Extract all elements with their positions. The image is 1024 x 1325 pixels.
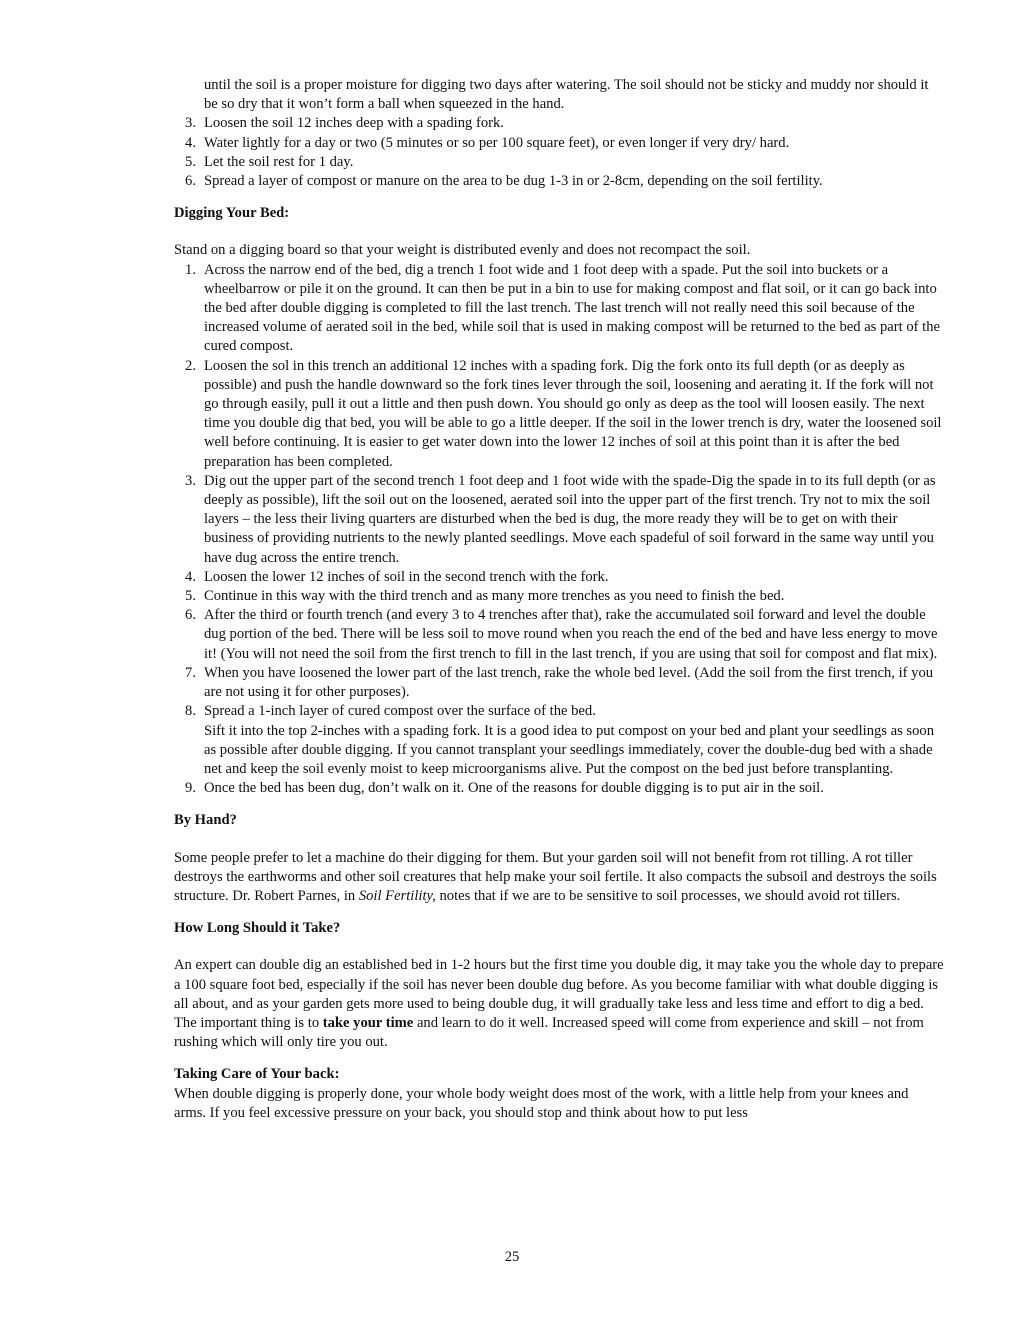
list-text: Continue in this way with the third trench and as many more trenches as you need to finish the bed. — [204, 588, 785, 605]
list-item — [174, 702, 944, 779]
list-item — [174, 114, 944, 133]
list-item — [174, 357, 944, 472]
list-number: 5. — [185, 588, 196, 605]
list-item — [174, 779, 944, 798]
list-item — [174, 606, 944, 664]
how-long-paragraph — [174, 956, 944, 1052]
by-hand-paragraph — [174, 849, 944, 907]
list-item — [174, 261, 944, 357]
list-text: When you have loosened the lower part of the last trench, rake the whole bed level. (Add the soil from the first trench, if you are not using it for other purposes). — [204, 664, 934, 701]
intro-continuation: until the soil is a proper moisture for digging two days after watering. The soil should not be sticky and muddy nor should it be so dry that it won’t form a ball when squeezed in the hand. — [204, 77, 929, 113]
page-number: 25 — [504, 1249, 520, 1265]
list-item — [174, 472, 944, 568]
list-text: Let the soil rest for 1 day. — [204, 153, 354, 170]
list-item — [174, 664, 944, 702]
list-text: Loosen the lower 12 inches of soil in the second trench with the fork. — [204, 568, 609, 585]
emphasis-text: take your time — [322, 1014, 414, 1031]
list-item — [174, 587, 944, 606]
list-text: Loosen the sol in this trench an additional 12 inches with a spading fork. Dig the fork onto its full depth (or as deeply as possible) and push the handle downward so the fork tines lever through the soil, loosening and aerating it. If the fork will not go through easily, pull it out a little and then push down. You should go only as deep as the tool will loosen easily. The next time you double dig that bed, you will be able to go a little deeper. If the soil in the lower trench is dry, water the loosened soil well before continuing. It is easier to get water down into the lower 12 inches of soil at this point than it is after the bed preparation has been completed. — [204, 357, 942, 470]
list-number: 6. — [185, 173, 196, 190]
list-number: 4. — [185, 568, 196, 585]
list-item — [174, 134, 944, 153]
intro-list — [174, 114, 944, 191]
paragraph-text: Some people prefer to let a machine do their digging for them. But your garden soil will not benefit from rot tilling. A rot tiller destroys the earthworms and other soil creatures that help make your soil fertile. It also compacts the subsoil and destroys the soils structure. Dr. Robert Parnes, in — [174, 849, 937, 904]
list-text: Loosen the soil 12 inches deep with a spading fork. — [204, 115, 504, 132]
book-title: Soil Fertility, — [358, 887, 436, 904]
list-number: 5. — [185, 153, 196, 170]
list-number: 3. — [185, 115, 196, 132]
digging-list — [174, 261, 944, 799]
list-item — [174, 172, 944, 191]
section-heading-back: Taking Care of Your back: — [174, 1066, 340, 1083]
list-text: Spread a 1-inch layer of cured compost over the surface of the bed. — [204, 703, 596, 720]
section-heading-digging: Digging Your Bed: — [174, 205, 290, 222]
list-text: Across the narrow end of the bed, dig a trench 1 foot wide and 1 foot deep with a spade. Put the soil into buckets or a wheelbarrow or pile it on the ground. It can then be put in a bin to use for making compost and flat soil, or it can go back into the bed after double digging is completed to fill the last trench. The last trench will not really need this soil because of the increased volume of aerated soil in the bed, while soil that is used in making compost will be returned to the bed as part of the cured compost. — [204, 261, 940, 355]
list-number: 3. — [185, 472, 196, 489]
list-number: 6. — [185, 607, 196, 624]
paragraph-text: and learn to do it well. Increased speed will come from experience and skill – not from rushing which will only tire you out. — [174, 1014, 924, 1051]
list-text: Once the bed has been dug, don’t walk on it. One of the reasons for double digging is to put air in the soil. — [204, 780, 824, 797]
list-text: Dig out the upper part of the second trench 1 foot deep and 1 foot wide with the spade-Dig the spade in to its full depth (or as deeply as possible), lift the soil out on the loosened, aerated soil into the upper part of the first trench. Try not to mix the soil layers – the less their living quarters are disturbed when the bed is dug, the more ready they will be to get on with their business of providing nutrients to the newly planted seedlings. Move each spadeful of soil forward in the same way until you have dug across the entire trench. — [204, 472, 936, 566]
list-number: 1. — [185, 261, 196, 278]
list-text-extra: Sift it into the top 2-inches with a spading fork. It is a good idea to put compost on your bed and plant your seedlings as soon as possible after double digging. If you cannot transplant your seedlings immediately, cover the double-dug bed with a shade net and keep the soil evenly moist to keep microorganisms alive. Put the compost on the bed just before transplanting. — [204, 722, 934, 777]
list-text: Spread a layer of compost or manure on the area to be dug 1-3 in or 2-8cm, depending on the soil fertility. — [204, 173, 823, 190]
list-number: 4. — [185, 134, 196, 151]
list-number: 9. — [185, 780, 196, 797]
list-text: After the third or fourth trench (and every 3 to 4 trenches after that), rake the accumulated soil forward and level the double dug portion of the bed. There will be less soil to move round when you reach the end of the bed and have less energy to move it! (You will not need the soil from the first trench to fill in the last trench, if you are using that soil for compost and flat mix). — [204, 607, 938, 662]
digging-lead: Stand on a digging board so that your weight is distributed evenly and does not recompact the soil. — [174, 242, 751, 259]
list-number: 7. — [185, 664, 196, 681]
list-item — [174, 153, 944, 172]
list-number: 2. — [185, 357, 196, 374]
list-number: 8. — [185, 703, 196, 720]
list-item — [174, 568, 944, 587]
section-heading-how-long: How Long Should it Take? — [174, 920, 341, 937]
list-text: Water lightly for a day or two (5 minutes or so per 100 square feet), or even longer if very dry/ hard. — [204, 134, 790, 151]
intro-section — [174, 76, 944, 1123]
section-heading-by-hand: By Hand? — [174, 812, 237, 829]
back-paragraph: When double digging is properly done, your whole body weight does most of the work, with a little help from your knees and arms. If you feel excessive pressure on your back, you should stop and think about how to put less — [174, 1085, 909, 1121]
paragraph-text: An expert can double dig an established bed in 1-2 hours but the first time you double dig, it may take you the whole day to prepare a 100 square foot bed, especially if the soil has never been double dug before. As you become familiar with what double digging is all about, and as your garden gets more used to being double dug, it will gradually take less and less time and effort to dig a bed. The important thing is to — [174, 957, 944, 1031]
paragraph-text: notes that if we are to be sensitive to soil processes, we should avoid rot tillers. — [435, 887, 901, 904]
